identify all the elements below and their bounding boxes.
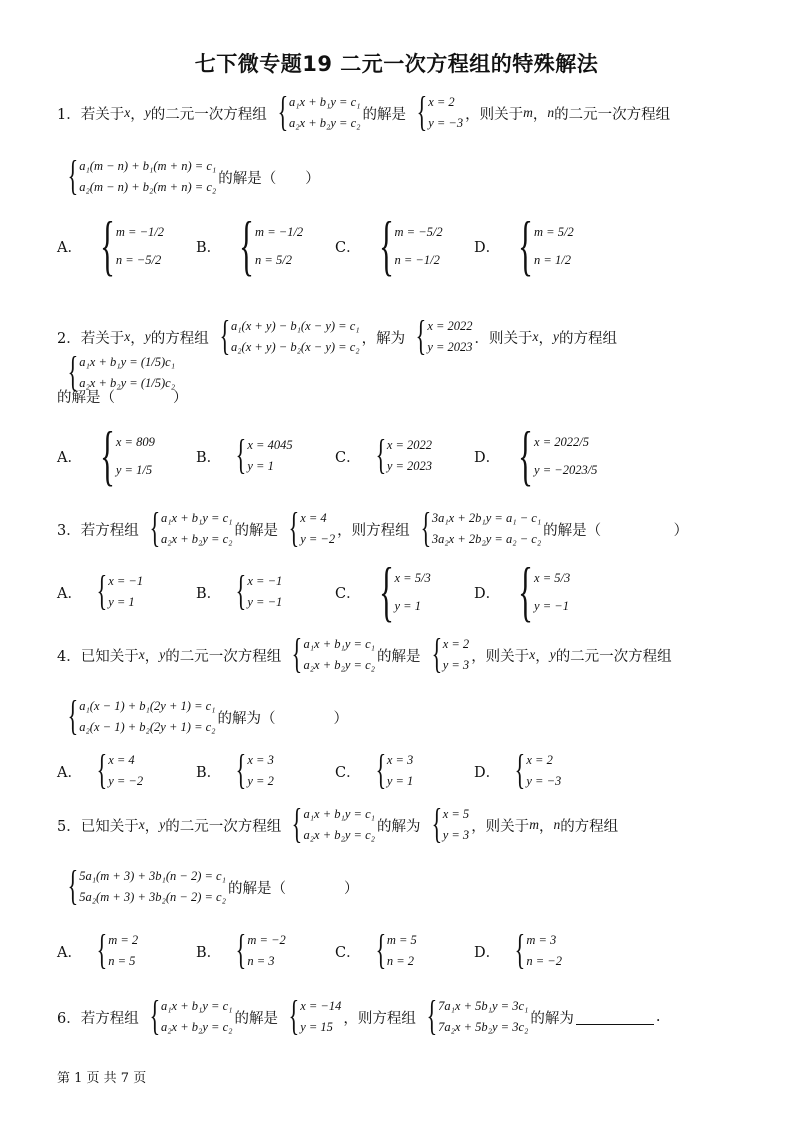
equation-row: a₂x + b₂y = c₂ <box>160 1020 233 1034</box>
q4-solution-given <box>423 629 470 678</box>
option-label: A． <box>57 449 82 466</box>
brace-icon: { <box>378 208 394 284</box>
option-label: D． <box>474 239 501 256</box>
q5-system-given <box>283 799 375 848</box>
q4-option-d[interactable] <box>474 745 613 794</box>
equation-row: n = −1/2 <box>394 253 440 267</box>
q6-system-given <box>141 991 233 1040</box>
equation-row: y = 2 <box>247 774 274 788</box>
equation-row: x = 2022 <box>386 438 433 452</box>
q2-option-c[interactable] <box>335 430 474 479</box>
equation-row: x = 3 <box>247 753 274 767</box>
q1-solution-given <box>408 87 464 136</box>
brace-icon: { <box>415 311 427 360</box>
brace-icon: { <box>219 311 230 360</box>
brace-icon: { <box>277 87 288 136</box>
brace-icon: { <box>514 925 526 974</box>
brace-icon: { <box>235 430 247 479</box>
option-label: A． <box>57 239 82 256</box>
equation-row: y = 2023 <box>427 340 473 354</box>
brace-icon: { <box>149 991 160 1040</box>
equation-row: n = 3 <box>247 954 275 968</box>
equation-row: x = 5/3 <box>534 571 571 585</box>
q5-option-d[interactable] <box>474 925 613 974</box>
q3-solution-given <box>280 503 336 552</box>
q1-stem-line1: 1．若关于 x ， y 的二元一次方程组 { a₁x + b₁y = c₁ a₂x + b₂y = c₂ 的解是 { x = 2 y = −3 ，则关于 m ， n 的二元一次方程组 <box>57 87 671 136</box>
brace-icon: { <box>100 418 115 494</box>
option-label: A． <box>57 585 82 602</box>
q6-answer-blank[interactable] <box>576 1010 654 1025</box>
option-label: B． <box>196 944 222 961</box>
q5-stem-line1: 5．已知关于 x ， y 的二元一次方程组 { a₁x + b₁y = c₁ a₂x + b₂y = c₂ 的解为 { x = 5 y = 3 ，则关于 m ， n 的方程组 <box>57 799 619 848</box>
equation-row: a₂(x − 1) + b₂(2y + 1) = c₂ <box>79 720 216 734</box>
equation-row: n = −2 <box>526 954 562 968</box>
brace-icon: { <box>235 745 247 794</box>
brace-icon: { <box>378 554 394 630</box>
equation-row: x = 2022/5 <box>534 435 589 449</box>
brace-icon: { <box>67 861 79 910</box>
q1-options <box>57 208 613 284</box>
equation-row: m = 2 <box>108 933 139 947</box>
equation-row: x = 5/3 <box>394 571 431 585</box>
equation-row: x = 4 <box>108 753 135 767</box>
brace-icon: { <box>375 925 386 974</box>
option-label: B． <box>196 585 222 602</box>
equation-row: x = 2 <box>428 95 455 109</box>
equation-row: m = −1/2 <box>115 225 164 239</box>
brace-icon: { <box>518 554 534 630</box>
q6-stem: 6．若方程组 { a₁x + b₁y = c₁ a₂x + b₂y = c₂ 的解是 { x = −14 y = 15 ，则方程组 { 7a₁x + 5b₁y = 3c₁ 7a₂x + 5b₂y = 3c₂ 的解为 . <box>57 991 661 1040</box>
equation-row: x = −1 <box>247 574 283 588</box>
equation-row: n = −5/2 <box>115 253 162 267</box>
q1-option-a[interactable] <box>57 208 196 284</box>
brace-icon: { <box>100 208 115 284</box>
q2-option-b[interactable] <box>196 430 335 479</box>
equation-row: x = 2022 <box>427 319 473 333</box>
brace-icon: { <box>431 629 442 678</box>
equation-row: y = 1 <box>394 599 421 613</box>
option-label: C． <box>335 764 361 781</box>
brace-icon: { <box>420 503 431 552</box>
brace-icon: { <box>518 208 534 284</box>
equation-row: a₁x + b₁y = c₁ <box>303 637 375 651</box>
q4-stem-line1: 4．已知关于 x ， y 的二元一次方程组 { a₁x + b₁y = c₁ a₂x + b₂y = c₂ 的解是 { x = 2 y = 3 ，则关于 x ， y 的二元一次方程组 <box>57 629 672 678</box>
equation-row: 7a₂x + 5b₂y = 3c₂ <box>438 1020 529 1034</box>
q5-stem-line2: { 5a₁(m + 3) + 3b₁(n − 2) = c₁ 5a₂(m + 3) + 3b₂(n − 2) = c₂ 的解是（ ） <box>57 866 358 908</box>
option-label: B． <box>196 764 222 781</box>
q1-system-target <box>59 151 217 200</box>
q2-stem-line3: 的解是（ ） <box>57 390 188 406</box>
equation-row: a₁(x + y) − b₁(x − y) = c₁ <box>230 319 360 333</box>
q4-option-a[interactable] <box>57 745 196 794</box>
equation-row: x = 809 <box>115 435 155 449</box>
equation-row: x = 4045 <box>247 438 293 452</box>
equation-row: a₁x + b₁y = c₁ <box>160 511 233 525</box>
equation-row: a₁x + b₁y = c₁ <box>160 999 233 1013</box>
equation-row: x = 2 <box>526 753 553 767</box>
equation-row: a₁x + b₁y = (1/5)c₁ <box>79 355 176 369</box>
equation-row: n = 5/2 <box>255 253 292 267</box>
equation-row: x = −14 <box>300 999 342 1013</box>
option-label: C． <box>335 239 361 256</box>
q2-stem-line1: 2．若关于 x ， y 的方程组 { a₁(x + y) − b₁(x − y) = c₁ a₂(x + y) − b₂(x − y) = c₂ ，解为 { x = 2022 y = 2023 ．则关于 x ， y 的方程组 <box>57 311 618 360</box>
q4-option-c[interactable] <box>335 745 474 794</box>
equation-row: 5a₁(m + 3) + 3b₁(n − 2) = c₁ <box>79 869 226 883</box>
equation-row: a₁(m − n) + b₁(m + n) = c₁ <box>79 159 217 173</box>
equation-row: y = 3 <box>442 828 470 842</box>
brace-icon: { <box>288 503 300 552</box>
q5-option-a[interactable] <box>57 925 196 974</box>
brace-icon: { <box>235 925 247 974</box>
q1-option-d[interactable] <box>474 208 613 284</box>
q4-stem-line2: { a₁(x − 1) + b₁(2y + 1) = c₁ a₂(x − 1) + b₂(2y + 1) = c₂ 的解为（ ） <box>57 696 348 738</box>
equation-row: a₂x + b₂y = c₂ <box>303 658 375 672</box>
q2-options <box>57 418 613 494</box>
equation-row: y = 15 <box>300 1020 333 1034</box>
brace-icon: { <box>291 799 303 848</box>
brace-icon: { <box>416 87 428 136</box>
option-label: A． <box>57 764 82 781</box>
page-title: 七下微专题19 二元一次方程组的特殊解法 <box>194 52 599 76</box>
equation-row: 5a₂(m + 3) + 3b₂(n − 2) = c₂ <box>79 890 226 904</box>
equation-row: y = −1 <box>534 599 569 613</box>
q2-system-given <box>211 311 360 360</box>
q3-option-c[interactable] <box>335 554 474 630</box>
equation-row: m = −5/2 <box>394 225 443 239</box>
equation-row: n = 2 <box>386 954 414 968</box>
equation-row: 3a₂x + 2b₂y = a₂ − c₂ <box>431 532 542 546</box>
q3-option-d[interactable] <box>474 554 613 630</box>
q6-solution-given <box>280 991 342 1040</box>
equation-row: x = 5 <box>442 807 470 821</box>
page-footer: 第 1 页 共 7 页 <box>57 1071 147 1086</box>
q2-solution-given <box>407 311 473 360</box>
brace-icon: { <box>96 745 108 794</box>
equation-row: y = −2 <box>300 532 336 546</box>
equation-row: a₂(m − n) + b₂(m + n) = c₂ <box>79 180 217 194</box>
q4-system-given <box>283 629 375 678</box>
equation-row: y = 2023 <box>386 459 433 473</box>
equation-row: a₁(x − 1) + b₁(2y + 1) = c₁ <box>79 699 216 713</box>
equation-row: y = −3 <box>526 774 562 788</box>
brace-icon: { <box>67 691 79 740</box>
equation-row: y = 1 <box>247 459 274 473</box>
equation-row: y = −2 <box>108 774 144 788</box>
q4-option-b[interactable] <box>196 745 335 794</box>
option-label: C． <box>335 585 361 602</box>
equation-row: n = 1/2 <box>534 253 571 267</box>
q4-options <box>57 745 613 794</box>
q5-option-c[interactable] <box>335 925 474 974</box>
brace-icon: { <box>96 566 108 615</box>
equation-row: a₂x + b₂y = c₂ <box>303 828 375 842</box>
equation-row: m = 3 <box>526 933 557 947</box>
q3-system-given <box>141 503 233 552</box>
equation-row: x = 2 <box>442 637 470 651</box>
q1-option-b[interactable] <box>196 208 335 284</box>
q1-option-c[interactable] <box>335 208 474 284</box>
equation-row: m = 5/2 <box>534 225 574 239</box>
q5-solution-given <box>423 799 470 848</box>
equation-row: a₂(x + y) − b₂(x − y) = c₂ <box>230 340 360 354</box>
option-label: B． <box>196 449 222 466</box>
brace-icon: { <box>235 566 247 615</box>
equation-row: y = −3 <box>428 116 464 130</box>
brace-icon: { <box>431 799 442 848</box>
q1-system-given <box>269 87 361 136</box>
brace-icon: { <box>239 208 255 284</box>
q3-system-target <box>412 503 542 552</box>
brace-icon: { <box>375 430 386 479</box>
brace-icon: { <box>426 991 438 1040</box>
q5-option-b[interactable] <box>196 925 335 974</box>
option-label: A． <box>57 944 82 961</box>
equation-row: a₁x + b₁y = c₁ <box>288 95 361 109</box>
equation-row: y = 1 <box>386 774 414 788</box>
brace-icon: { <box>67 347 79 396</box>
option-label: D． <box>474 449 501 466</box>
option-label: D． <box>474 764 501 781</box>
q2-option-d[interactable] <box>474 418 613 494</box>
equation-row: x = 4 <box>300 511 327 525</box>
q6-system-target <box>418 991 529 1040</box>
equation-row: 7a₁x + 5b₁y = 3c₁ <box>438 999 529 1013</box>
equation-row: m = −1/2 <box>255 225 304 239</box>
equation-row: y = −2023/5 <box>534 463 598 477</box>
option-label: D． <box>474 585 501 602</box>
q2-option-a[interactable] <box>57 418 196 494</box>
equation-row: 3a₁x + 2b₁y = a₁ − c₁ <box>431 511 542 525</box>
equation-row: x = −1 <box>108 574 144 588</box>
equation-row: m = −2 <box>247 933 286 947</box>
option-label: D． <box>474 944 501 961</box>
q5-options <box>57 925 613 974</box>
equation-row: y = 1/5 <box>115 463 153 477</box>
brace-icon: { <box>149 503 160 552</box>
brace-icon: { <box>375 745 386 794</box>
equation-row: a₁x + b₁y = c₁ <box>303 807 375 821</box>
brace-icon: { <box>518 418 534 494</box>
option-label: B． <box>196 239 222 256</box>
q3-option-b[interactable] <box>196 566 335 615</box>
brace-icon: { <box>291 629 303 678</box>
q3-option-a[interactable] <box>57 566 196 615</box>
q3-stem: 3．若方程组 { a₁x + b₁y = c₁ a₂x + b₂y = c₂ 的解是 { x = 4 y = −2 ，则方程组 { 3a₁x + 2b₁y = a₁ − c₁ 3a₂x + 2b₂y = a₂ − c₂ 的解是（ ） <box>57 503 689 552</box>
brace-icon: { <box>514 745 526 794</box>
equation-row: m = 5 <box>386 933 417 947</box>
option-label: C． <box>335 449 361 466</box>
equation-row: a₂x + b₂y = (1/5)c₂ <box>79 376 176 390</box>
equation-row: y = 3 <box>442 658 470 672</box>
brace-icon: { <box>96 925 108 974</box>
option-label: C． <box>335 944 361 961</box>
q3-options <box>57 554 613 630</box>
q1-stem-line2: { a₁(m − n) + b₁(m + n) = c₁ a₂(m − n) + b₂(m + n) = c₂ 的解是（ ） <box>57 156 320 198</box>
equation-row: n = 5 <box>108 954 136 968</box>
brace-icon: { <box>67 151 79 200</box>
equation-row: y = 1 <box>108 595 135 609</box>
equation-row: y = −1 <box>247 595 283 609</box>
equation-row: a₂x + b₂y = c₂ <box>288 116 361 130</box>
equation-row: a₂x + b₂y = c₂ <box>160 532 233 546</box>
brace-icon: { <box>288 991 300 1040</box>
equation-row: x = 3 <box>386 753 414 767</box>
